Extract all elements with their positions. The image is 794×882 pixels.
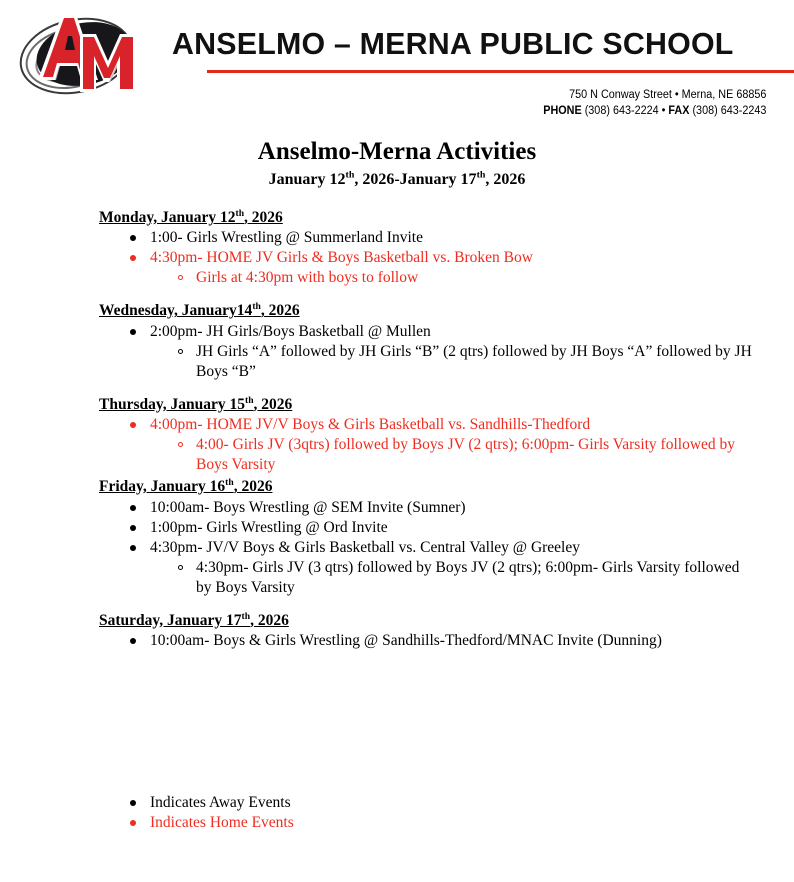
event-list: [99, 322, 754, 382]
legend-row: [99, 793, 294, 813]
event-text: 4:30pm- HOME JV Girls & Boys Basketball vs. Broken Bow: [150, 249, 533, 267]
phone-fax-line: [543, 104, 766, 119]
letterhead: [0, 0, 794, 122]
street-address: 750 N Conway Street • Merna, NE 68856: [568, 89, 766, 101]
sub-event-text: 4:30pm- Girls JV (3 qtrs) followed by Boys JV (2 qtrs); 6:00pm- Girls Varsity followed by Boys Varsity: [196, 558, 740, 596]
legend-label: Indicates Home Events: [150, 814, 294, 831]
away-bullet-icon: [130, 329, 136, 335]
day-date-prefix: Thursday, January 15: [99, 395, 246, 413]
sub-event-item: [99, 558, 754, 598]
event-item: [99, 631, 754, 651]
fax-number: (308) 643-2243: [689, 105, 766, 117]
event-item: [99, 518, 754, 538]
away-bullet-icon: [130, 235, 136, 241]
ordinal-suffix: th: [252, 301, 261, 313]
event-item: [99, 322, 754, 342]
day-date-suffix: , 2026: [244, 209, 283, 227]
day-date-suffix: , 2026: [260, 302, 300, 320]
ordinal-suffix: th: [345, 169, 355, 181]
day-block-saturday: [99, 611, 754, 651]
date-range-tail: , 2026: [485, 170, 526, 188]
event-list: [99, 228, 754, 288]
ordinal-suffix: th: [245, 394, 254, 406]
activities-schedule: [0, 208, 794, 651]
sub-event-item: [99, 435, 754, 475]
ordinal-suffix: th: [476, 169, 486, 181]
ordinal-suffix: th: [241, 610, 251, 622]
sub-event-list: [99, 435, 754, 475]
legend-label: Indicates Away Events: [150, 794, 291, 811]
page-title: Anselmo-Merna Activities: [257, 138, 537, 165]
section-spacer: [99, 382, 754, 395]
phone-number: (308) 643-2224 •: [581, 105, 669, 117]
sub-event-item: [99, 342, 754, 382]
day-block-thursday: [99, 395, 754, 475]
date-range-subtitle: [0, 171, 794, 189]
sub-event-list: [99, 342, 754, 382]
away-bullet-icon: [130, 638, 136, 644]
event-list: [99, 498, 754, 598]
event-text: 1:00pm- Girls Wrestling @ Ord Invite: [150, 518, 388, 536]
day-date-prefix: Wednesday, January14: [99, 302, 253, 320]
away-bullet-icon: [130, 505, 136, 511]
header-red-rule: [207, 70, 794, 73]
day-date-prefix: Monday, January 12: [99, 209, 236, 227]
event-text: 1:00- Girls Wrestling @ Summerland Invite: [150, 229, 423, 247]
day-heading: [99, 208, 283, 227]
school-logo: [12, 6, 148, 100]
sub-event-text: JH Girls “A” followed by JH Girls “B” (2 qtrs) followed by JH Boys “A” followed by JH Boys “B”: [196, 342, 752, 380]
sub-event-list: [99, 558, 754, 598]
day-date-suffix: , 2026: [250, 611, 289, 629]
day-date-suffix: , 2026: [233, 478, 273, 496]
day-date-suffix: , 2026: [253, 395, 293, 413]
day-heading: [99, 395, 292, 414]
section-spacer: [99, 598, 754, 611]
day-heading: [99, 477, 272, 496]
home-bullet-icon: [130, 255, 136, 261]
legend-row: [99, 813, 294, 833]
sub-event-text: Girls at 4:30pm with boys to follow: [196, 269, 419, 287]
day-date-prefix: Friday, January 16: [99, 478, 226, 496]
event-item: [99, 228, 754, 248]
fax-label: FAX: [668, 105, 690, 117]
day-block-monday: [99, 208, 754, 288]
school-name: ANSELMO – MERNA PUBLIC SCHOOL: [172, 26, 734, 61]
date-range-middle: , 2026-January 17: [354, 170, 477, 188]
date-range-start: January 12: [268, 170, 346, 188]
day-block-friday: [99, 477, 754, 597]
event-text: 2:00pm- JH Girls/Boys Basketball @ Mullen: [150, 322, 431, 340]
legend: [99, 793, 294, 833]
away-sub-bullet-icon: [178, 349, 183, 354]
event-item: [99, 498, 754, 518]
day-heading: [99, 301, 300, 320]
away-bullet-icon: [130, 800, 136, 806]
event-text: 10:00am- Boys Wrestling @ SEM Invite (Sumner): [150, 498, 466, 516]
day-heading: [99, 611, 289, 630]
home-bullet-icon: [130, 422, 136, 428]
event-item: [99, 415, 754, 435]
contact-info: [543, 88, 766, 119]
sub-event-item: [99, 268, 754, 288]
away-bullet-icon: [130, 545, 136, 551]
event-text: 4:00pm- HOME JV/V Boys & Girls Basketball vs. Sandhills-Thedford: [150, 416, 591, 434]
day-date-prefix: Saturday, January 17: [99, 611, 242, 629]
event-item: [99, 248, 754, 268]
away-sub-bullet-icon: [178, 565, 183, 570]
ordinal-suffix: th: [225, 477, 234, 489]
event-list: [99, 415, 754, 475]
home-bullet-icon: [130, 820, 136, 826]
home-sub-bullet-icon: [178, 275, 183, 280]
event-item: [99, 538, 754, 558]
phone-label: PHONE: [542, 105, 582, 117]
event-list: [99, 631, 754, 651]
sub-event-text: 4:00- Girls JV (3qtrs) followed by Boys JV (2 qtrs); 6:00pm- Girls Varsity followed by Boys Varsity: [196, 436, 736, 474]
away-bullet-icon: [130, 525, 136, 531]
day-block-wednesday: [99, 301, 754, 381]
section-spacer: [99, 288, 754, 301]
home-sub-bullet-icon: [178, 442, 183, 447]
event-text: 10:00am- Boys & Girls Wrestling @ Sandhills-Thedford/MNAC Invite (Dunning): [150, 631, 662, 649]
ordinal-suffix: th: [235, 207, 245, 219]
event-text: 4:30pm- JV/V Boys & Girls Basketball vs. Central Valley @ Greeley: [150, 538, 580, 556]
sub-event-list: [99, 268, 754, 288]
